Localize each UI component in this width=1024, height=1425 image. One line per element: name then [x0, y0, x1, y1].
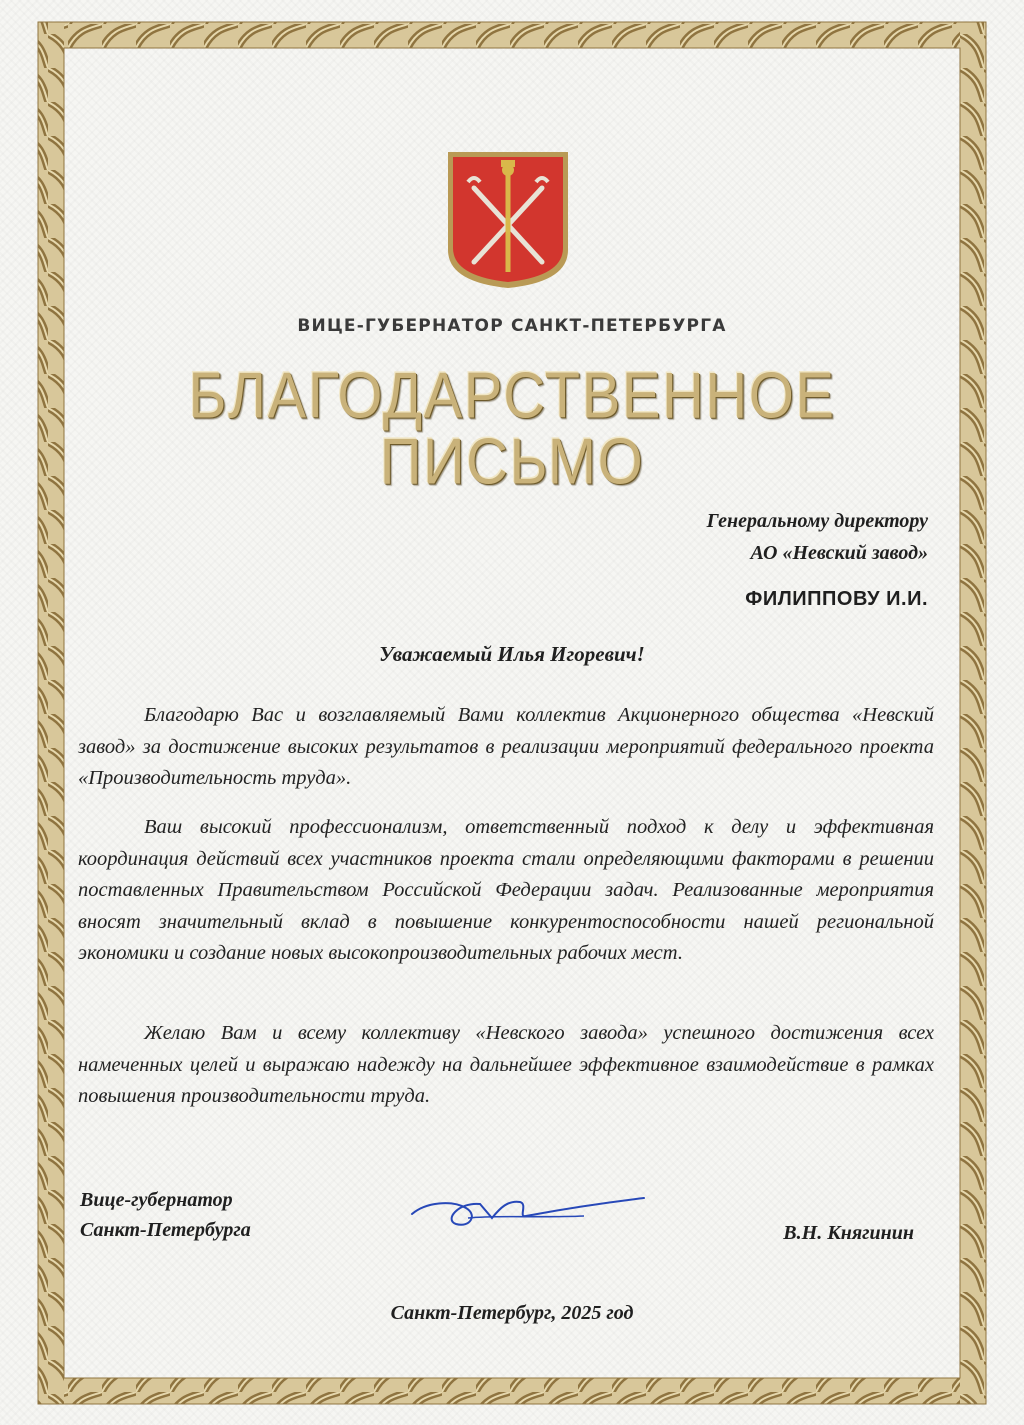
signer-title	[80, 1185, 251, 1245]
signer-name: В.Н. Княгинин	[783, 1222, 914, 1244]
coat-of-arms-icon	[446, 150, 570, 290]
addressee-position: Генеральному директору	[706, 510, 928, 532]
body-paragraph: Благодарю Вас и возглавляемый Вами коллектив Акционерного общества «Невский завод» за достижение высоких результатов в реализации мероприятий федерального проекта «Производительность труда».	[78, 704, 934, 789]
handwritten-signature	[408, 1188, 648, 1236]
issuer-heading: ВИЦЕ-ГУБЕРНАТОР САНКТ-ПЕТЕРБУРГА	[297, 316, 727, 336]
body-paragraph: Желаю Вам и всему коллективу «Невского завода» успешного достижения всех намеченных целей и выражаю надежду на дальнейшее эффективное взаимодействие в рамках повышения производительности труда.	[78, 1022, 934, 1107]
salutation: Уважаемый Илья Игоревич!	[379, 642, 645, 666]
signer-title-line1: Вице-губернатор	[80, 1189, 233, 1211]
signer-title-line2: Санкт-Петербурга	[80, 1219, 251, 1241]
body-paragraph: Ваш высокий профессионализм, ответственный подход к делу и эффективная координация действий всех участников проекта стали определяющими факторами в решении поставленных Правительством Российской Федерации задач. Реализованные мероприятия вносят значительный вклад в повышение конкурентоспособности нашей региональной экономики и создание новых высокопроизводительных рабочих мест.	[78, 816, 934, 964]
letter-title-line1: БЛАГОДАРСТВЕННОЕ	[188, 359, 836, 432]
place-and-date: Санкт-Петербург, 2025 год	[390, 1302, 634, 1324]
addressee-organization: АО «Невский завод»	[750, 542, 928, 564]
addressee-name: ФИЛИППОВУ И.И.	[745, 588, 928, 610]
letter-title-line2: ПИСЬМО	[379, 425, 645, 498]
